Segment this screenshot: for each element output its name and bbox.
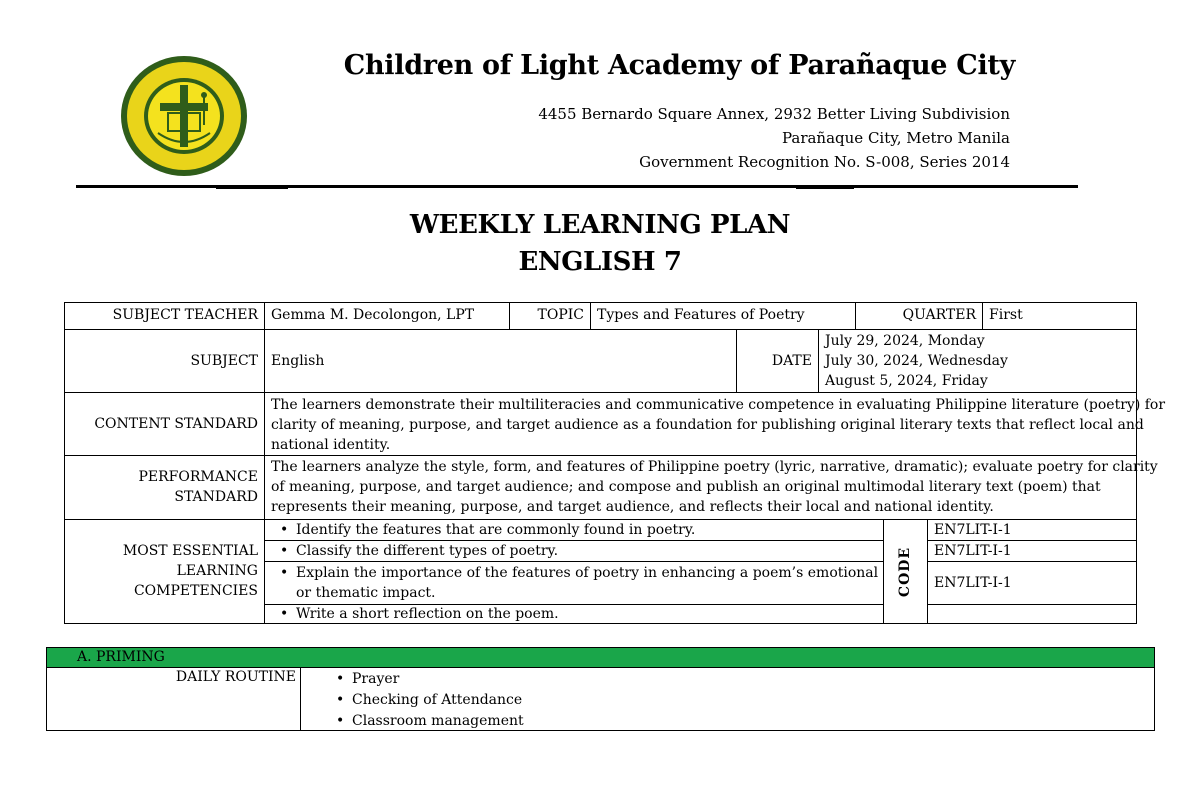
teacher-value: Gemma M. Decolongon, LPT [271, 307, 475, 323]
competency-item: • Write a short reflection on the poem. [266, 604, 881, 624]
content-standard-label: CONTENT STANDARD [94, 416, 258, 432]
header-divider-accent [796, 188, 854, 189]
school-name: Children of Light Academy of Parañaque City [343, 50, 1015, 81]
daily-routine-label: DAILY ROUTINE [175, 669, 296, 685]
header-divider-accent [216, 188, 288, 189]
school-recognition: Government Recognition No. S-008, Series 2014 [639, 153, 1010, 171]
code-header: CODE [897, 546, 913, 597]
date-label: DATE [771, 353, 812, 369]
teacher-label: SUBJECT TEACHER [112, 307, 258, 323]
priming-section-header: A. PRIMING [46, 647, 1155, 668]
competency-code: EN7LIT-I-1 [934, 543, 1012, 559]
routine-item: • Prayer [322, 669, 524, 690]
competency-item: • Identify the features that are commonly found in poetry. [266, 520, 881, 540]
document-subtitle: ENGLISH 7 [518, 247, 682, 277]
topic-value: Types and Features of Poetry [597, 307, 805, 323]
topic-label: TOPIC [537, 307, 584, 323]
competency-code: EN7LIT-I-1 [934, 522, 1012, 538]
content-standard-text: The learners demonstrate their multiliteracies and communicative competence in evaluating Philippine literature (poetry) for clarity of meaning, purpose, and target audience as a foundation for publishing original literary texts that reflect local and national identity. [271, 397, 1166, 453]
routine-item: • Checking of Attendance [322, 690, 524, 711]
date-item: August 5, 2024, Friday [825, 373, 988, 389]
quarter-label: QUARTER [902, 307, 976, 323]
subject-value: English [271, 353, 325, 369]
date-list [825, 331, 1125, 391]
competency-code: EN7LIT-I-1 [934, 575, 1012, 591]
subject-label: SUBJECT [190, 353, 258, 369]
school-address-line1: 4455 Bernardo Square Annex, 2932 Better Living Subdivision [538, 105, 1010, 123]
competency-item: • Explain the importance of the features of poetry in enhancing a poem’s emotional or thematic impact. [266, 563, 881, 603]
school-logo [120, 55, 248, 177]
document-title: WEEKLY LEARNING PLAN [409, 210, 791, 240]
school-address-line2: Parañaque City, Metro Manila [781, 129, 1010, 147]
date-item: July 30, 2024, Wednesday [825, 353, 1008, 369]
quarter-value: First [989, 307, 1023, 323]
routine-item: • Classroom management [322, 711, 524, 732]
competency-item: • Classify the different types of poetry. [266, 541, 881, 561]
date-item: July 29, 2024, Monday [825, 333, 985, 349]
priming-divider [300, 668, 301, 731]
melc-label: MOST ESSENTIAL LEARNING COMPETENCIES [122, 543, 258, 599]
daily-routine-list [322, 669, 524, 732]
performance-standard-text: The learners analyze the style, form, and features of Philippine poetry (lyric, narrative, dramatic); evaluate poetry for clarity of meaning, purpose, and target audience; and compose and publish an original multimodal literary text (poem) that represents their meaning, purpose, and target audience, and reflects their local and national identity. [271, 459, 1158, 515]
performance-standard-label: PERFORMANCE STANDARD [138, 469, 258, 505]
